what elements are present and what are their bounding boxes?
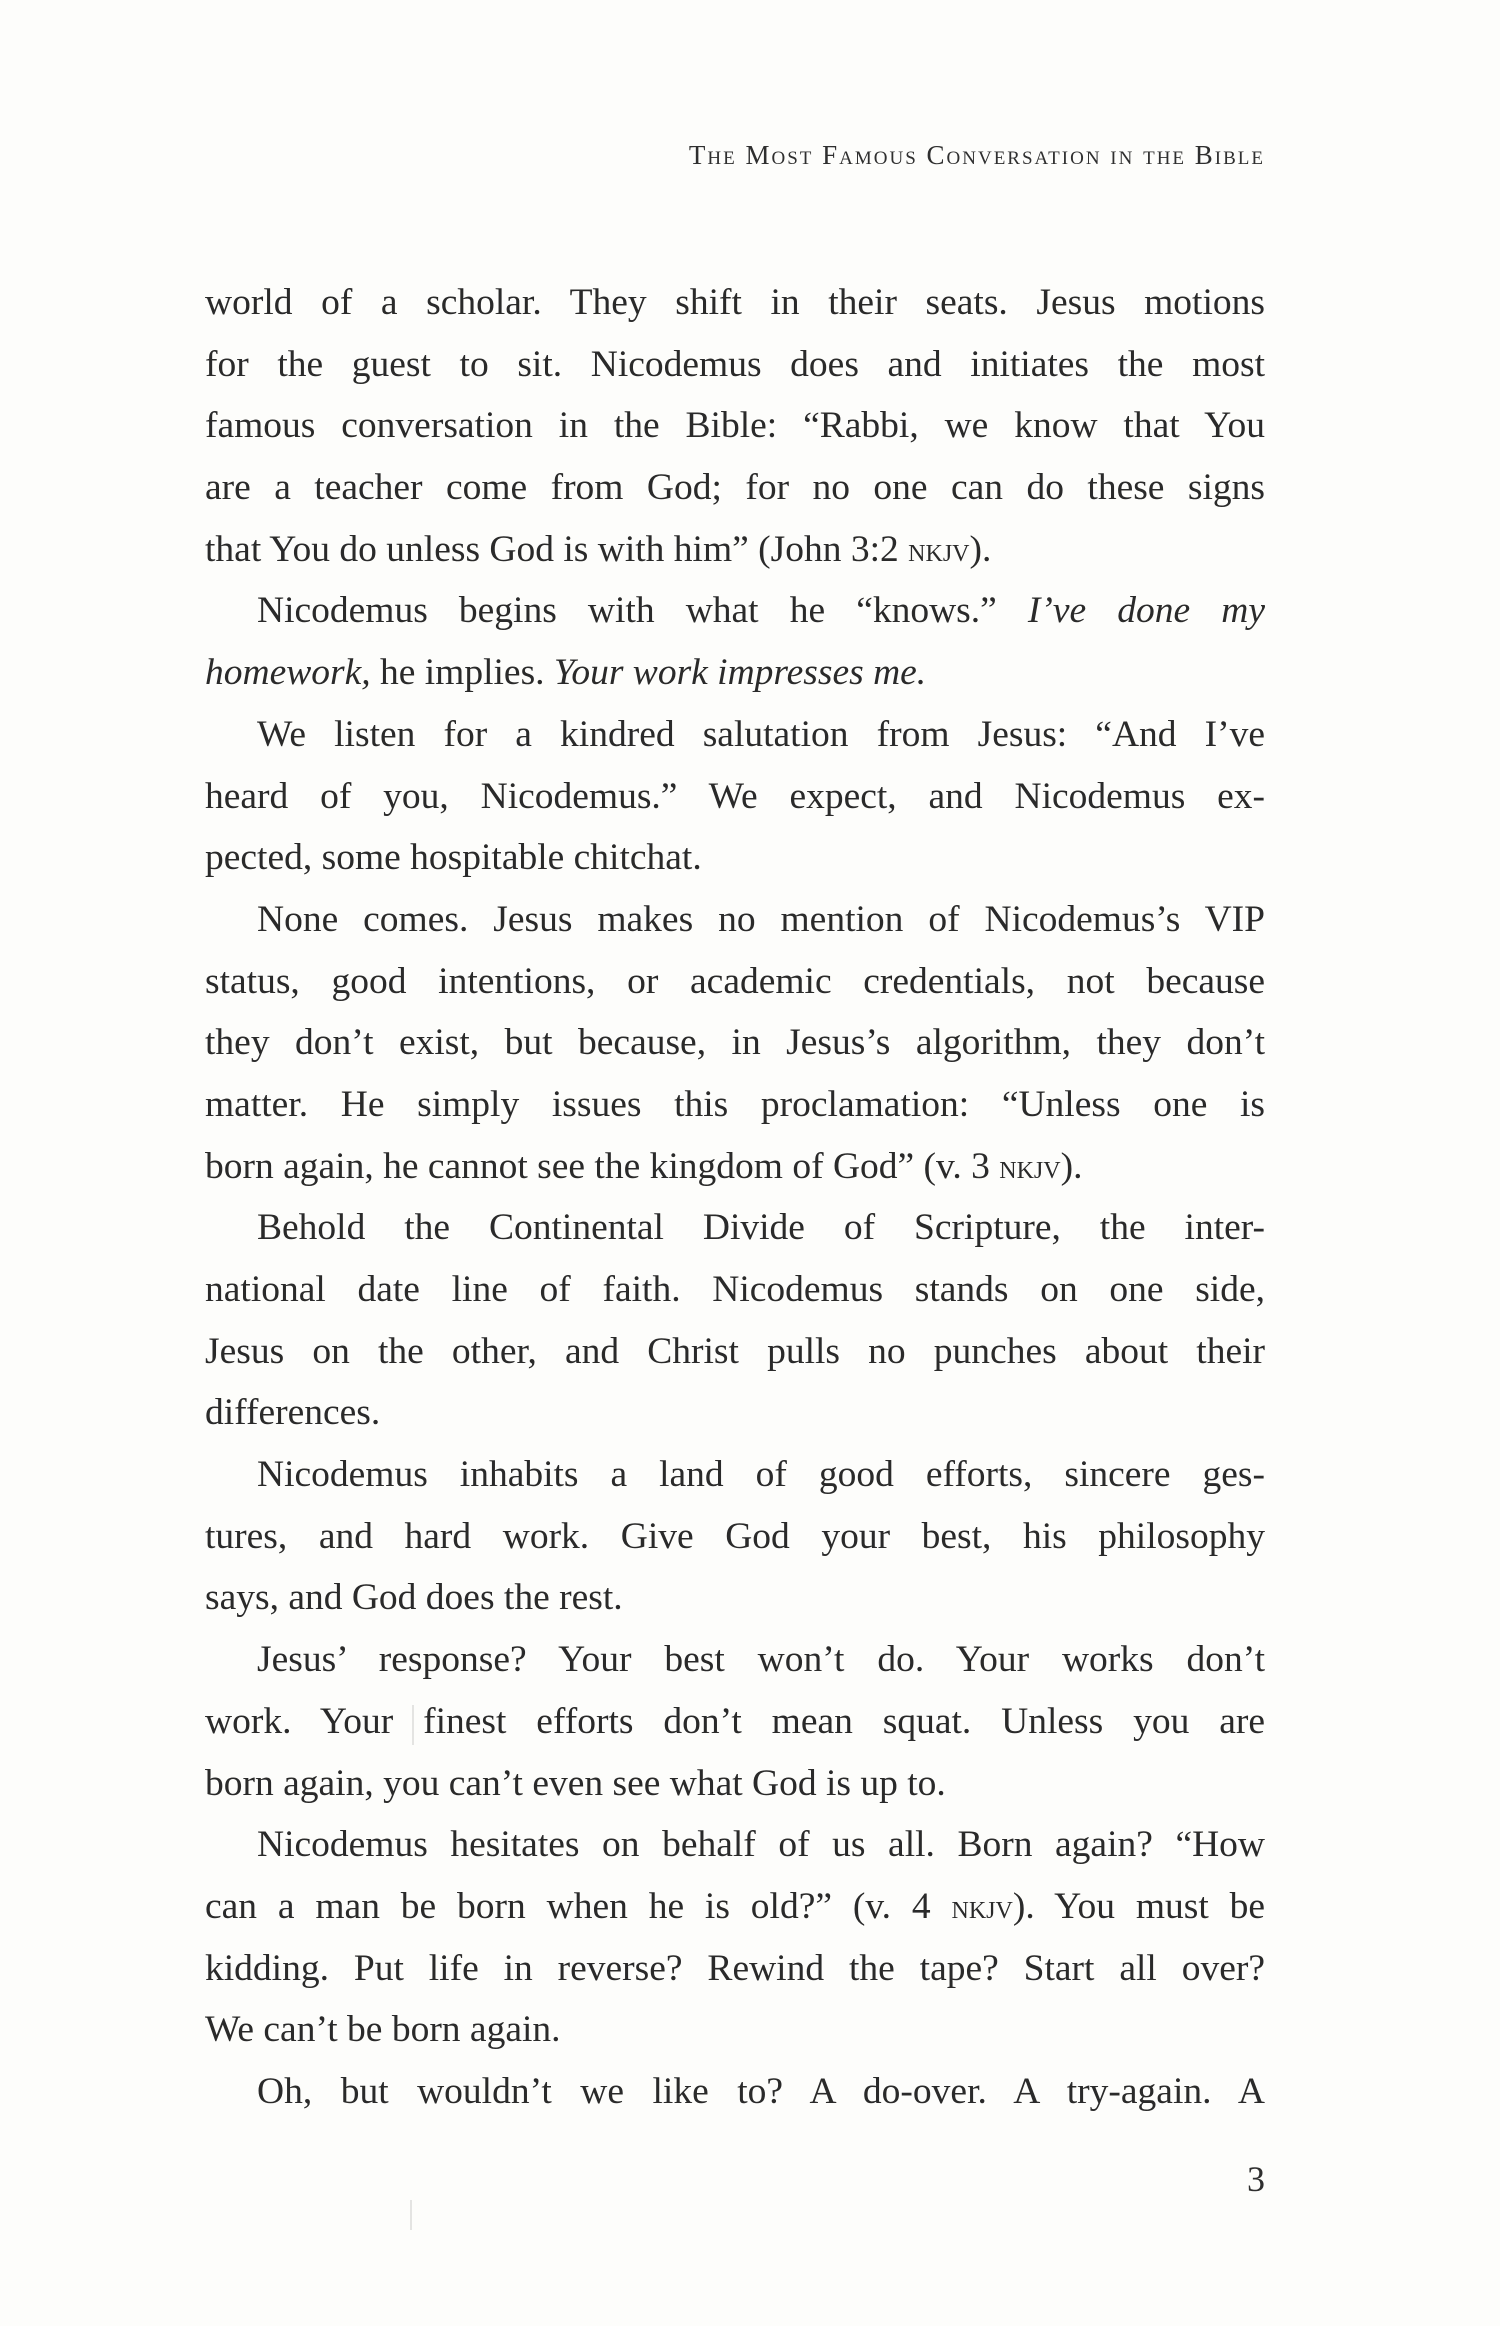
text-segment: are a teacher come from God; for no one can do these signs (205, 467, 1265, 509)
scan-mark (410, 2200, 412, 2230)
italic-text: homework, (205, 652, 371, 694)
text-line (205, 1567, 1265, 1629)
version-abbreviation: nkjv (999, 1147, 1061, 1186)
text-line (205, 519, 1265, 581)
italic-text: Your work impresses me. (553, 652, 927, 694)
version-abbreviation: nkjv (951, 1887, 1013, 1926)
text-line (205, 272, 1265, 334)
text-segment: work. Your finest efforts don’t mean squat. Unless you are (205, 1700, 1265, 1742)
text-segment: can a man be born when he is old?” (v. 4 (205, 1885, 952, 1927)
text-segment: Behold the Continental Divide of Scripture, the inter- (257, 1207, 1265, 1249)
text-segment: says, and God does the rest. (205, 1577, 623, 1619)
text-line (205, 1012, 1265, 1074)
version-abbreviation: nkjv (908, 530, 970, 569)
text-segment: Nicodemus inhabits a land of good efforts, sincere ges- (257, 1454, 1265, 1496)
text-line (205, 704, 1265, 766)
text-segment: Jesus on the other, and Christ pulls no punches about their (205, 1330, 1265, 1372)
text-line (205, 1938, 1265, 2000)
text-segment: None comes. Jesus makes no mention of Nicodemus’s VIP (257, 898, 1265, 940)
text-segment: born again, you can’t even see what God is up to. (205, 1762, 946, 1804)
text-line (205, 1876, 1265, 1938)
text-line (205, 1136, 1265, 1198)
text-segment: Nicodemus begins with what he “knows.” (257, 590, 1028, 632)
text-line (205, 1753, 1265, 1815)
text-segment: national date line of faith. Nicodemus stands on one side, (205, 1269, 1265, 1310)
text-segment: Jesus’ response? Your best won’t do. Your works don’t (257, 1639, 1265, 1681)
text-segment: for the guest to sit. Nicodemus does and initiates the most (205, 343, 1265, 385)
text-segment: ). (1060, 1145, 1083, 1187)
text-line (205, 889, 1265, 951)
text-line (205, 1629, 1265, 1691)
text-segment: that You do unless God is with him” (John 3:2 (205, 528, 909, 570)
text-segment: ). (969, 528, 992, 570)
text-segment: We can’t be born again. (205, 2009, 561, 2051)
text-line (205, 1197, 1265, 1259)
text-segment: he implies. (370, 652, 554, 694)
text-line (205, 827, 1265, 889)
text-line (205, 951, 1265, 1013)
text-line (205, 457, 1265, 519)
text-line (205, 2061, 1265, 2123)
text-segment: ). You must be (1012, 1885, 1265, 1927)
text-segment: they don’t exist, but because, in Jesus’s algorithm, they don’t (205, 1022, 1265, 1064)
text-segment: status, good intentions, or academic credentials, not because (205, 960, 1265, 1002)
running-head: The Most Famous Conversation in the Bible (688, 140, 1265, 170)
text-line (205, 1814, 1265, 1876)
text-segment: matter. He simply issues this proclamation: “Unless one is (205, 1083, 1265, 1125)
text-line (205, 766, 1265, 828)
text-segment: kidding. Put life in reverse? Rewind the tape? Start all over? (205, 1947, 1265, 1989)
text-segment: world of a scholar. They shift in their seats. Jesus motions (205, 282, 1265, 323)
text-segment: Oh, but wouldn’t we like to? A do-over. A try-again. A (257, 2070, 1265, 2112)
text-segment: tures, and hard work. Give God your best, his philosophy (205, 1515, 1265, 1557)
text-segment: born again, he cannot see the kingdom of God” (v. 3 (205, 1145, 1000, 1187)
text-segment: differences. (205, 1392, 381, 1434)
text-line (205, 1506, 1265, 1568)
text-line (205, 334, 1265, 396)
text-line (205, 1382, 1265, 1444)
italic-text: I’ve done my (1027, 590, 1265, 632)
text-line (205, 1444, 1265, 1506)
page-number: 3 (1247, 2159, 1265, 2199)
text-line (205, 1321, 1265, 1383)
text-segment: famous conversation in the Bible: “Rabbi, we know that You (205, 405, 1265, 447)
text-segment: We listen for a kindred salutation from Jesus: “And I’ve (257, 713, 1265, 755)
text-line (205, 580, 1265, 642)
text-segment: heard of you, Nicodemus.” We expect, and Nicodemus ex- (205, 775, 1265, 817)
text-segment: Nicodemus hesitates on behalf of us all. Born again? “How (257, 1824, 1265, 1866)
text-line (205, 1999, 1265, 2061)
text-line (205, 395, 1265, 457)
text-line (205, 1259, 1265, 1321)
text-line (205, 1691, 1265, 1753)
body-text (205, 272, 1265, 2123)
text-segment: pected, some hospitable chitchat. (205, 837, 702, 879)
text-line (205, 642, 1265, 704)
text-line (205, 1074, 1265, 1136)
